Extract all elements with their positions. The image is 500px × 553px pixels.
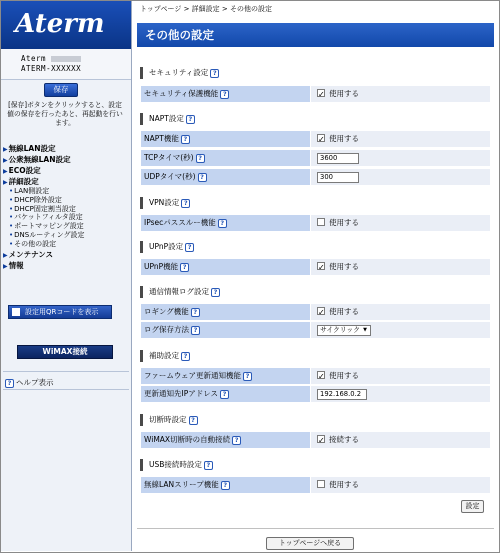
help-icon[interactable]: ? bbox=[221, 481, 230, 490]
help-icon[interactable]: ? bbox=[220, 390, 229, 399]
help-label: ヘルプ表示 bbox=[16, 378, 54, 387]
model-line1: Aterm bbox=[21, 54, 47, 63]
page-title: その他の設定 bbox=[137, 23, 494, 47]
help-icon[interactable]: ? bbox=[211, 288, 220, 297]
row-napt: NAPT機能 ? ✓ 使用する bbox=[141, 131, 490, 147]
help-icon[interactable]: ? bbox=[180, 263, 189, 272]
notify-ip-input[interactable]: 192.168.0.2 bbox=[317, 389, 367, 400]
aterm-logo: Aterm bbox=[1, 1, 131, 49]
help-icon[interactable]: ? bbox=[186, 115, 195, 124]
section-title-log: 通信情報ログ設定 ? bbox=[140, 286, 222, 298]
section-title-usb: USB接続時設定 ? bbox=[140, 459, 215, 471]
row-wimax-autoconnect: WiMAX切断時の自動接続 ? ✓ 接続する bbox=[141, 432, 490, 448]
upnp-checkbox[interactable] bbox=[317, 262, 325, 270]
breadcrumb: トップページ > 詳細設定 > その他の設定 bbox=[140, 5, 273, 13]
sidebar-item-1[interactable] bbox=[3, 154, 129, 165]
logging-checkbox[interactable] bbox=[317, 307, 325, 315]
help-icon[interactable]: ? bbox=[181, 352, 190, 361]
ipsec-passthrough-checkbox[interactable] bbox=[317, 218, 325, 226]
show-qr-code-button[interactable] bbox=[8, 305, 112, 319]
model-line2: ATERM-XXXXXX bbox=[21, 64, 82, 73]
sidebar-subitem[interactable]: • DHCP固定割当設定 bbox=[3, 205, 129, 214]
sidebar-item-label: メンテナンス bbox=[8, 249, 54, 259]
save-note: [保存]ボタンをクリックすると、設定値の保存を行ったあと、再起動を行います。 bbox=[7, 101, 123, 127]
section-title-napt: NAPT設定 ? bbox=[140, 113, 197, 125]
sidebar-subitem[interactable]: • DNSルーティング設定 bbox=[3, 231, 129, 240]
help-icon: ? bbox=[5, 379, 14, 388]
security-protection-checkbox[interactable] bbox=[317, 89, 325, 97]
sidebar-subitem[interactable]: • DHCP除外設定 bbox=[3, 196, 129, 205]
row-upnp: UPnP機能 ? ✓ 使用する bbox=[141, 259, 490, 275]
help-icon[interactable]: ? bbox=[210, 69, 219, 78]
help-icon[interactable]: ? bbox=[198, 173, 207, 182]
sidebar-item-2[interactable] bbox=[3, 165, 129, 176]
help-icon[interactable]: ? bbox=[181, 135, 190, 144]
help-icon[interactable]: ? bbox=[189, 416, 198, 425]
triangle-right-icon: ▶ bbox=[3, 146, 8, 153]
wlan-sleep-checkbox[interactable] bbox=[317, 480, 325, 488]
row-firmware-notify: ファームウェア更新通知機能 ? ✓ 使用する bbox=[141, 368, 490, 384]
help-icon[interactable]: ? bbox=[181, 199, 190, 208]
section-title-disconnect: 切断時設定 ? bbox=[140, 414, 200, 426]
udp-timer-input[interactable]: 300 bbox=[317, 172, 359, 183]
redacted-text bbox=[51, 56, 81, 62]
sidebar-item-label: ECO設定 bbox=[8, 166, 41, 175]
row-wlan-sleep: 無線LANスリープ機能 ? 使用する bbox=[141, 477, 490, 493]
napt-checkbox[interactable] bbox=[317, 134, 325, 142]
triangle-right-icon: ▶ bbox=[3, 251, 8, 259]
tcp-timer-input[interactable]: 3600 bbox=[317, 153, 359, 164]
back-to-top-button[interactable]: トップページへ戻る bbox=[266, 537, 354, 550]
help-icon[interactable]: ? bbox=[191, 326, 200, 335]
sidebar-nav bbox=[3, 143, 129, 271]
chevron-down-icon: ▼ bbox=[363, 326, 367, 333]
sidebar-item-label: 無線LAN設定 bbox=[8, 144, 56, 153]
sidebar-subitem[interactable]: • ポートマッピング設定 bbox=[3, 222, 129, 231]
help-icon[interactable]: ? bbox=[243, 372, 252, 381]
help-icon[interactable]: ? bbox=[204, 461, 213, 470]
sidebar-item-5[interactable] bbox=[3, 260, 129, 271]
help-display-link[interactable] bbox=[3, 371, 129, 390]
section-title-vpn: VPN設定 ? bbox=[140, 197, 192, 209]
triangle-right-icon: ▶ bbox=[3, 168, 8, 175]
triangle-right-icon: ▶ bbox=[3, 157, 8, 164]
divider bbox=[137, 528, 494, 529]
section-title-aux: 補助設定 ? bbox=[140, 350, 192, 362]
wimax-connect-button[interactable]: WiMAX接続 bbox=[17, 345, 113, 359]
sidebar-subitem[interactable]: • パケットフィルタ設定 bbox=[3, 213, 129, 222]
row-log-method: ログ保存方法 ? サイクリック ▼ bbox=[141, 322, 490, 338]
help-icon[interactable]: ? bbox=[191, 308, 200, 317]
help-icon[interactable]: ? bbox=[218, 219, 227, 228]
wimax-autoconnect-checkbox[interactable] bbox=[317, 435, 325, 443]
sidebar-item-label: 公衆無線LAN設定 bbox=[8, 155, 71, 164]
section-title-upnp: UPnP設定 ? bbox=[140, 241, 196, 253]
help-icon[interactable]: ? bbox=[185, 243, 194, 252]
section-title-security: セキュリティ設定 ? bbox=[140, 67, 221, 79]
row-tcp-timer: TCPタイマ(秒) ? 3600 bbox=[141, 150, 490, 166]
save-button[interactable]: 保存 bbox=[44, 83, 78, 97]
set-button[interactable]: 設定 bbox=[461, 500, 484, 513]
triangle-right-icon: ▶ bbox=[3, 262, 8, 270]
help-icon[interactable]: ? bbox=[196, 154, 205, 163]
model-info bbox=[1, 49, 131, 80]
triangle-right-icon: ▶ bbox=[3, 179, 8, 186]
row-ipsec-passthrough: IPsecパススルー機能 ? 使用する bbox=[141, 215, 490, 231]
qr-button-label: 設定用QRコードを表示 bbox=[25, 308, 99, 316]
sidebar-item-4[interactable] bbox=[3, 249, 129, 260]
row-notify-ip: 更新通知先IPアドレス ? 192.168.0.2 bbox=[141, 386, 490, 402]
row-security-protection: セキュリティ保護機能 ? ✓ 使用する bbox=[141, 86, 490, 102]
row-logging: ロギング機能 ? ✓ 使用する bbox=[141, 304, 490, 320]
help-icon[interactable]: ? bbox=[232, 436, 241, 445]
log-method-select[interactable]: サイクリック ▼ bbox=[317, 325, 371, 336]
sidebar-item-label: 詳細設定 bbox=[8, 177, 39, 186]
firmware-notify-checkbox[interactable] bbox=[317, 371, 325, 379]
sidebar-item-label: 情報 bbox=[8, 260, 24, 270]
sidebar-item-0[interactable] bbox=[3, 143, 129, 154]
qr-code-icon bbox=[12, 308, 20, 316]
sidebar-subitem[interactable]: • その他の設定 bbox=[3, 240, 129, 249]
row-udp-timer: UDPタイマ(秒) ? 300 bbox=[141, 169, 490, 185]
sidebar-subitem[interactable]: • LAN側設定 bbox=[3, 187, 129, 196]
help-icon[interactable]: ? bbox=[220, 90, 229, 99]
sidebar-item-3[interactable] bbox=[3, 176, 129, 187]
